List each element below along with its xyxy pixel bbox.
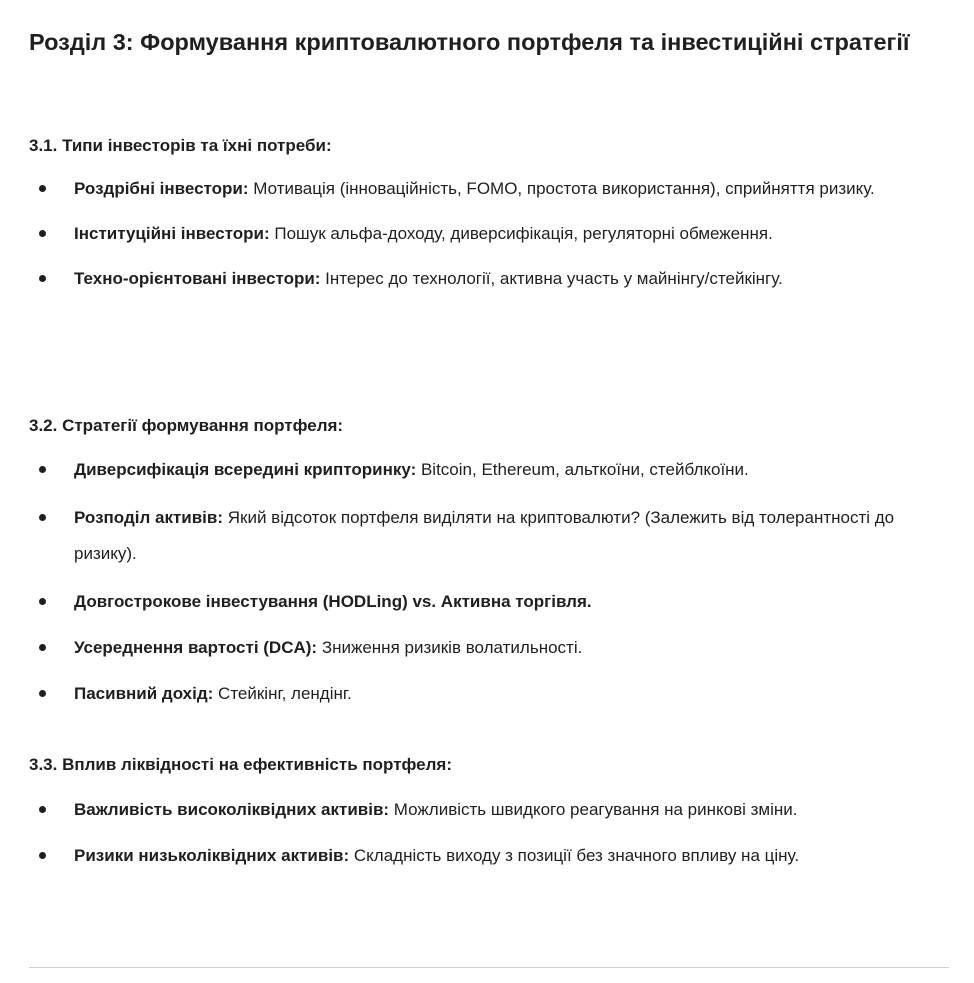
bullet-list — [29, 171, 954, 297]
list-item — [29, 630, 954, 666]
bullet-icon — [39, 852, 46, 859]
item-text: Пошук альфа-доходу, диверсифікація, регуляторні обмеження. — [269, 224, 773, 243]
bullet-icon — [39, 230, 46, 237]
item-text: Bitcoin, Ethereum, альткоїни, стейблкоїни. — [416, 460, 749, 479]
list-item — [29, 676, 954, 712]
list-item — [29, 584, 954, 620]
bullet-list — [29, 452, 954, 712]
item-term: Пасивний дохід: — [74, 684, 214, 703]
section-heading: 3.2. Стратегії формування портфеля: — [29, 416, 344, 435]
item-term: Довгострокове інвестування (HODLing) vs. Активна торгівля. — [74, 592, 592, 611]
item-term: Інституційні інвестори: — [74, 224, 270, 243]
item-text: Складність виходу з позиції без значного впливу на ціну. — [349, 846, 800, 865]
item-term: Ризики низьколіквідних активів: — [74, 846, 350, 865]
list-item — [29, 838, 954, 874]
item-term: Розподіл активів: — [74, 508, 224, 527]
list-item — [29, 792, 934, 828]
list-item — [29, 500, 934, 572]
list-item — [29, 452, 954, 488]
item-term: Усереднення вартості (DCA): — [74, 638, 318, 657]
bullet-icon — [39, 644, 46, 651]
section-heading: 3.1. Типи інвесторів та їхні потреби: — [29, 136, 332, 155]
item-text: Мотивація (інноваційність, FOMO, простота використання), сприйняття ризику. — [248, 179, 875, 198]
page-title: Розділ 3: Формування криптовалютного портфеля та інвестиційні стратегії — [29, 29, 910, 55]
list-item — [29, 171, 894, 207]
item-text: Інтерес до технології, активна участь у майнінгу/стейкінгу. — [320, 269, 783, 288]
bullet-icon — [39, 466, 46, 473]
bullet-icon — [39, 185, 46, 192]
item-term: Диверсифікація всередині крипторинку: — [74, 460, 417, 479]
bullet-icon — [39, 598, 46, 605]
divider — [29, 967, 949, 968]
bullet-icon — [39, 806, 46, 813]
bullet-icon — [39, 514, 46, 521]
bullet-icon — [39, 690, 46, 697]
section-heading: 3.3. Вплив ліквідності на ефективність портфеля: — [29, 755, 453, 774]
item-term: Важливість високоліквідних активів: — [74, 800, 390, 819]
item-text: Стейкінг, лендінг. — [213, 684, 352, 703]
bullet-list — [29, 792, 954, 874]
list-item — [29, 261, 904, 297]
item-text: Який відсоток портфеля виділяти на криптовалюти? (Залежить від толерантності до ризику). — [74, 508, 895, 563]
list-item — [29, 216, 954, 252]
item-text: Зниження ризиків волатильності. — [317, 638, 583, 657]
item-text: Можливість швидкого реагування на ринкові зміни. — [389, 800, 798, 819]
item-term: Роздрібні інвестори: — [74, 179, 249, 198]
item-term: Техно-орієнтовані інвестори: — [74, 269, 321, 288]
bullet-icon — [39, 275, 46, 282]
